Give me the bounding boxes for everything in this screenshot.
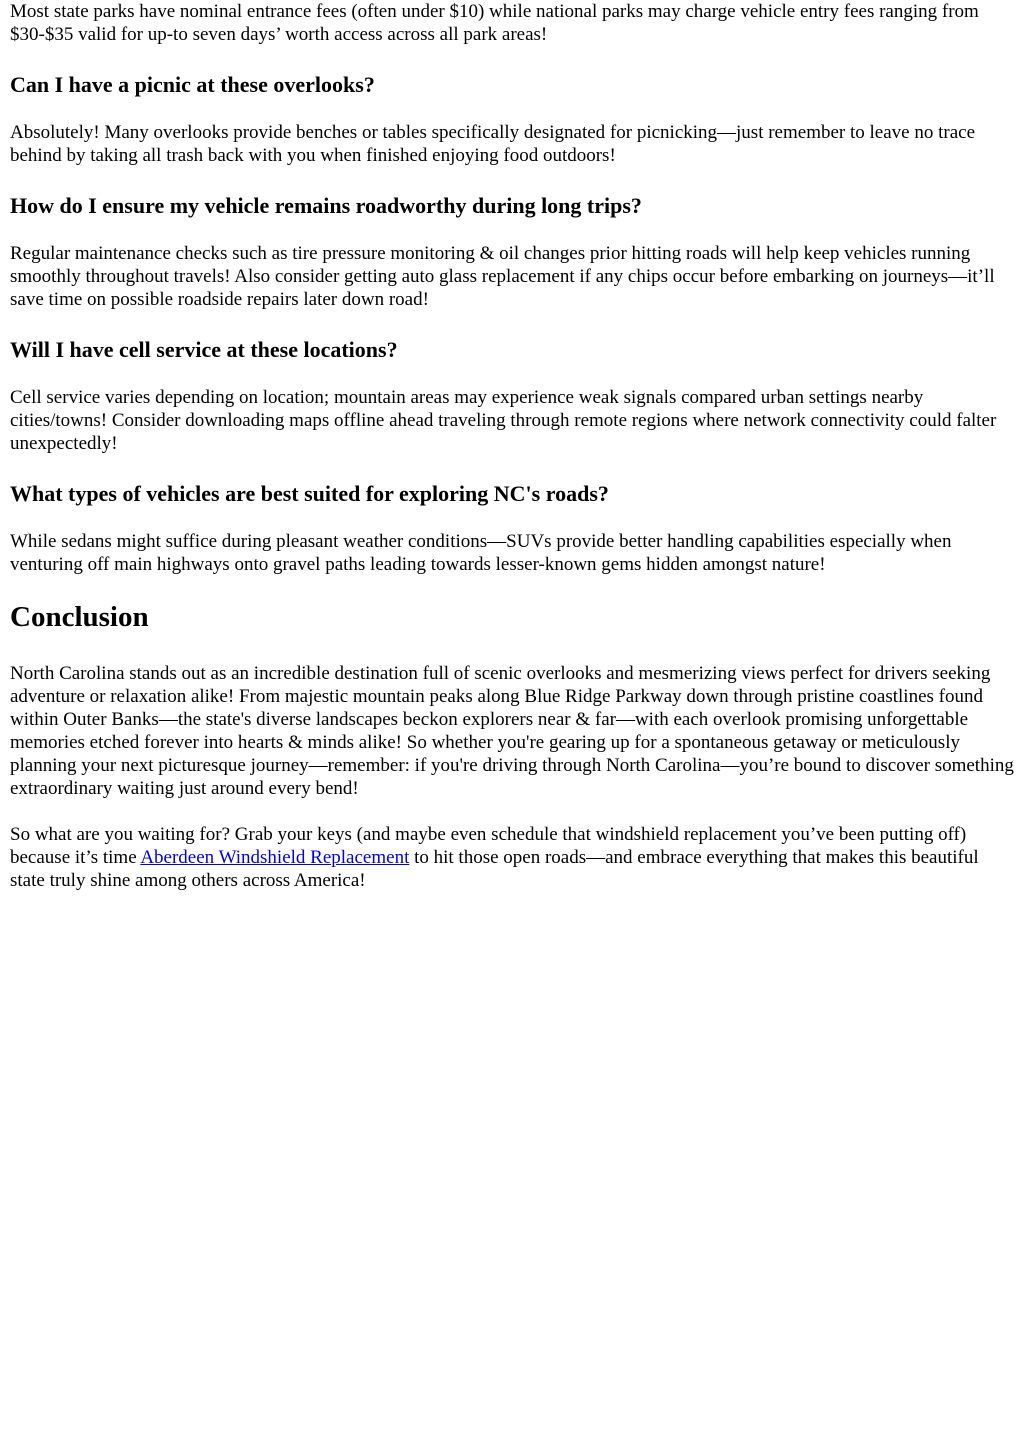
conclusion-heading: Conclusion bbox=[10, 601, 149, 633]
faq-answer-picnic: Absolutely! Many overlooks provide benches or tables specifically designated for picnicking—just remember to leave no trace behind by taking all trash back with you when finished enjoying food outdoors! bbox=[10, 122, 976, 166]
faq-question-picnic: Can I have a picnic at these overlooks? bbox=[10, 72, 375, 97]
conclusion-paragraph-2 bbox=[10, 823, 1014, 892]
faq-question-vehicle-roadworthy: How do I ensure my vehicle remains roadworthy during long trips? bbox=[10, 193, 642, 218]
conclusion-paragraph-2-lead: So what are you waiting for? Grab your keys (and maybe even schedule that windshield replacement you’ve been putting off) because it’s time bbox=[10, 824, 967, 868]
faq-answer-vehicle-types: While sedans might suffice during pleasant weather conditions—SUVs provide better handling capabilities especially when venturing off main highways onto gravel paths leading towards lesser-known gems hidden amongst nature! bbox=[10, 531, 952, 575]
faq-question-cell-service: Will I have cell service at these locations? bbox=[10, 337, 398, 362]
faq-question-vehicle-types: What types of vehicles are best suited for exploring NC's roads? bbox=[10, 481, 609, 506]
aberdeen-windshield-replacement-link[interactable]: Aberdeen Windshield Replacement bbox=[140, 847, 410, 868]
intro-paragraph: Most state parks have nominal entrance fees (often under $10) while national parks may charge vehicle entry fees ranging from $30-$35 valid for up-to seven days’ worth access across all park areas! bbox=[10, 1, 979, 45]
faq-answer-vehicle-roadworthy: Regular maintenance checks such as tire pressure monitoring & oil changes prior hitting roads will help keep vehicles running smoothly throughout travels! Also consider getting auto glass replacement if any chips occur before embarking on journeys—it’ll save time on possible roadside repairs later down road! bbox=[10, 243, 995, 310]
conclusion-paragraph-1: North Carolina stands out as an incredible destination full of scenic overlooks and mesmerizing views perfect for drivers seeking adventure or relaxation alike! From majestic mountain peaks along Blue Ridge Parkway down through pristine coastlines found within Outer Banks—the state's diverse landscapes beckon explorers near & far—with each overlook promising unforgettable memories etched forever into hearts & minds alike! So whether you're gearing up for a spontaneous getaway or meticulously planning your next picturesque journey—remember: if you're driving through North Carolina—you’re bound to discover something extraordinary waiting just around every bend! bbox=[10, 663, 1014, 799]
conclusion-paragraph-2-tail: to hit those open roads—and embrace everything that makes this beautiful state truly shine among others across America! bbox=[10, 847, 979, 891]
faq-answer-cell-service: Cell service varies depending on location; mountain areas may experience weak signals compared urban settings nearby cities/towns! Consider downloading maps offline ahead traveling through remote regions where network connectivity could falter unexpectedly! bbox=[10, 387, 997, 454]
